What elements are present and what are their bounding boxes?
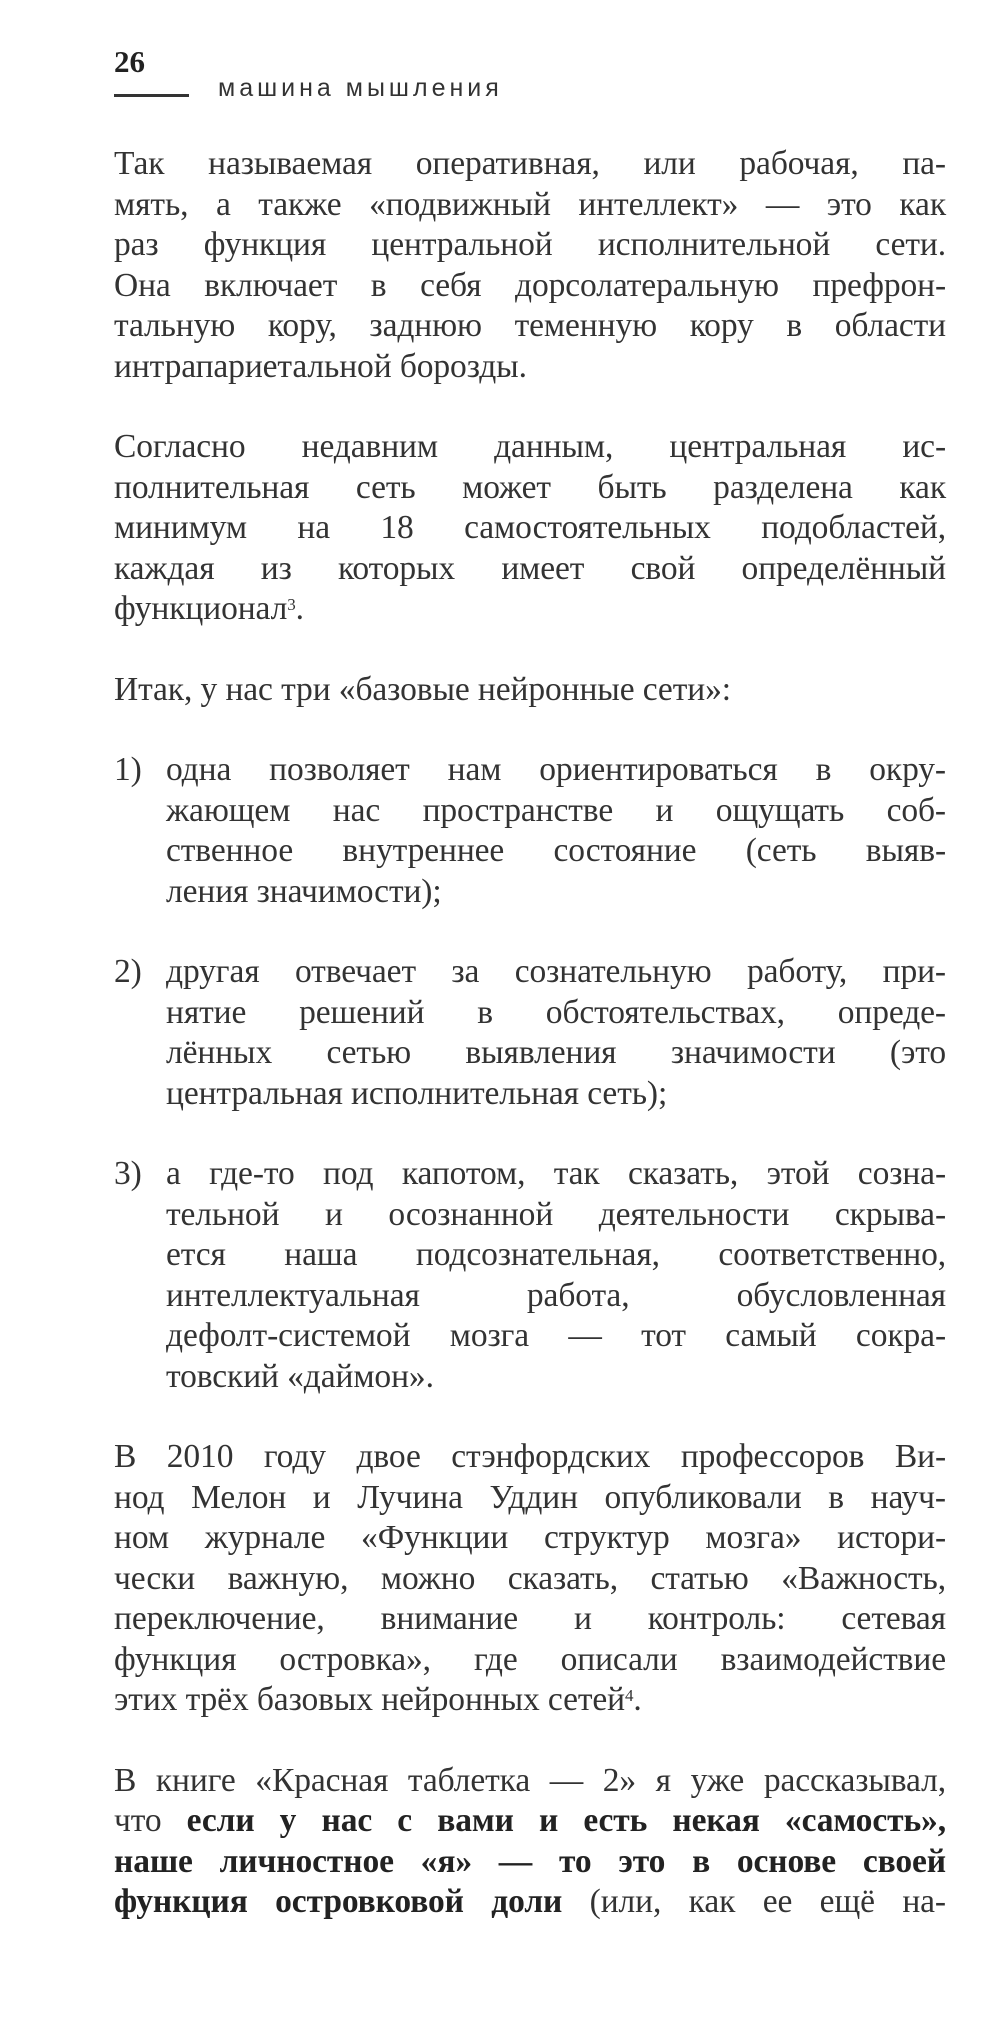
text-line: чески важную, можно сказать, статью «Важность, xyxy=(114,1559,946,1597)
text-line xyxy=(114,589,946,630)
text-line: дефолт-системой мозга — тот самый сокра- xyxy=(166,1317,946,1354)
header-rule xyxy=(114,94,189,97)
text-line: ственное внутреннее состояние (сеть выяв- xyxy=(166,832,946,869)
running-title: машина мышления xyxy=(218,74,503,102)
text-line: В 2010 году двое стэнфордских профессоров Ви- xyxy=(114,1438,946,1475)
paragraph-1 xyxy=(114,144,946,387)
list-number: 1) xyxy=(114,751,142,788)
paragraph-2 xyxy=(114,427,946,630)
text-line: интрапариетальной борозды. xyxy=(114,347,527,385)
text-line: интеллектуальная работа, обусловленная xyxy=(166,1276,946,1314)
text-line: другая отвечает за сознательную работу, при- xyxy=(166,953,946,990)
list-number: 2) xyxy=(114,953,142,990)
text-line: переключение, внимание и контроль: сетевая xyxy=(114,1600,946,1637)
text-line: каждая из которых имеет свой определённый xyxy=(114,549,946,587)
text-line: ном журнале «Функции структур мозга» истори- xyxy=(114,1519,946,1556)
text-line: полнительная сеть может быть разделена как xyxy=(114,468,946,506)
list-item xyxy=(114,1154,946,1397)
page-number: 26 xyxy=(114,44,145,79)
footnote-ref-4[interactable]: 4 xyxy=(625,1686,634,1705)
text-line: раз функция центральной исполнительной сети. xyxy=(114,226,946,263)
text-fragment: этих трёх базовых нейронных сетей xyxy=(114,1681,626,1718)
text-line: тальную кору, заднюю теменную кору в области xyxy=(114,307,946,344)
list-number: 3) xyxy=(114,1155,142,1192)
bold-text: наше личностное «я» — то это в основе своей xyxy=(114,1842,946,1880)
text-line: мять, а также «подвижный интеллект» — это как xyxy=(114,185,946,223)
text-line: товский «даймон». xyxy=(166,1357,434,1395)
paragraph-4 xyxy=(114,1437,946,1721)
text-line: минимум на 18 самостоятельных подобластей, xyxy=(114,509,946,546)
text-line: а где-то под капотом, так сказать, этой созна- xyxy=(166,1155,946,1192)
text-line: одна позволяет нам ориентироваться в окру- xyxy=(166,751,946,788)
text-line: центральная исполнительная сеть); xyxy=(166,1074,668,1112)
body-text xyxy=(114,144,946,1963)
text-line: тельной и осознанной деятельности скрыва- xyxy=(166,1195,946,1233)
text-fragment: . xyxy=(295,590,304,627)
text-fragment: (или, как ее ещё на- xyxy=(562,1883,946,1920)
text-line: жающем нас пространстве и ощущать соб- xyxy=(166,791,946,829)
text-fragment: функционал xyxy=(114,590,288,627)
text-line xyxy=(114,1842,946,1883)
text-fragment: . xyxy=(633,1681,642,1718)
text-fragment: что xyxy=(114,1802,187,1839)
text-line: Согласно недавним данным, центральная ис- xyxy=(114,428,946,465)
text-line: нод Мелон и Лучина Уддин опубликовали в науч- xyxy=(114,1478,946,1516)
numbered-list xyxy=(114,750,946,1397)
text-line: лённых сетью выявления значимости (это xyxy=(166,1034,946,1071)
footnote-ref-3[interactable]: 3 xyxy=(287,595,296,614)
bold-text: если у нас с вами и есть некая «самость», xyxy=(186,1802,946,1839)
text-line: нятие решений в обстоятельствах, опреде- xyxy=(166,993,946,1031)
text-line xyxy=(114,1801,946,1842)
text-line: функция островка», где описали взаимодействие xyxy=(114,1640,946,1678)
text-line xyxy=(114,1882,946,1923)
paragraph-5 xyxy=(114,1761,946,1923)
text-line: В книге «Красная таблетка — 2» я уже рассказывал, xyxy=(114,1761,946,1799)
text-line: Она включает в себя дорсолатеральную префрон- xyxy=(114,266,946,304)
text-line: Итак, у нас три «базовые нейронные сети»: xyxy=(114,670,731,708)
paragraph-3 xyxy=(114,670,946,711)
text-line: Так называемая оперативная, или рабочая, па- xyxy=(114,145,946,182)
list-item xyxy=(114,952,946,1114)
text-line: ется наша подсознательная, соответственно, xyxy=(166,1236,946,1273)
bold-text: функция островковой доли xyxy=(114,1883,563,1920)
text-line xyxy=(114,1680,946,1721)
list-item xyxy=(114,750,946,912)
text-line: ления значимости); xyxy=(166,872,442,910)
